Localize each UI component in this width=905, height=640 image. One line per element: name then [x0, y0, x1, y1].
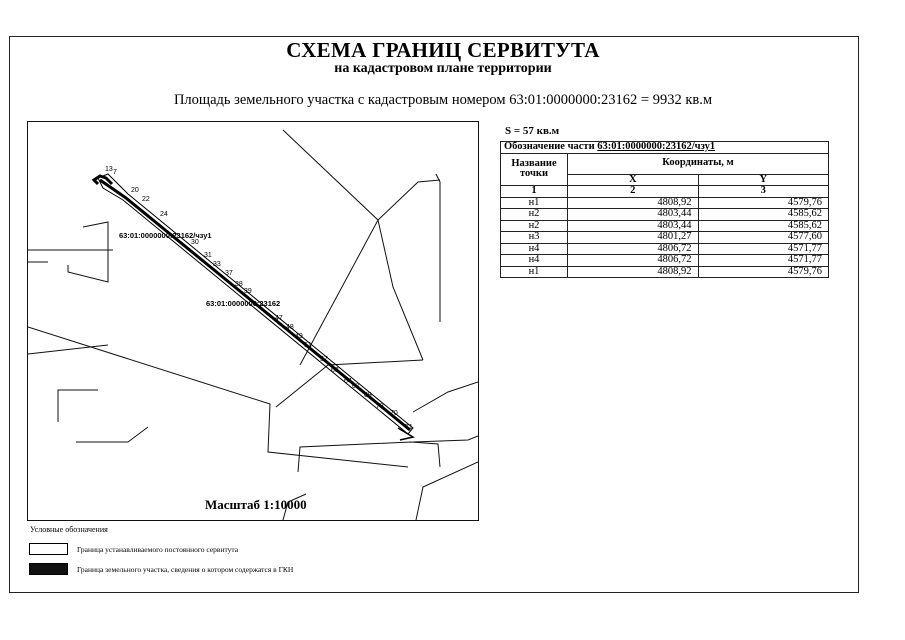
part-caption: Обозначение части 63:01:0000000:23162/чзу1 — [501, 142, 829, 154]
legend-title: Условные обозначения — [30, 525, 108, 534]
point-label: 49 — [295, 333, 303, 340]
point-label: 63 — [331, 367, 339, 374]
point-label: 37 — [225, 270, 233, 277]
parcel-label: 63:01:0000000:23162 — [206, 299, 281, 308]
point-label: 13 — [105, 166, 113, 173]
point-label: 31 — [204, 252, 212, 259]
point-label: 67 — [352, 383, 360, 390]
col-coordinates: Координаты, м — [568, 153, 829, 174]
point-label: 71 — [405, 424, 413, 431]
col-number: 2 — [568, 186, 699, 198]
col-point-name: Название точки — [501, 153, 568, 186]
cadastral-map — [27, 121, 479, 521]
point-label: 70 — [390, 410, 398, 417]
legend-parcel-swatch — [29, 563, 68, 575]
table-row: н1 4808,92 4579,76 — [501, 197, 829, 209]
col-y: Y — [698, 174, 829, 186]
col-number: 3 — [698, 186, 829, 198]
area-statement: Площадь земельного участка с кадастровым номером 63:01:0000000:23162 = 9932 кв.м — [173, 92, 713, 108]
point-label: 48 — [286, 324, 294, 331]
point-label: 22 — [142, 196, 150, 203]
point-label: 33 — [213, 261, 221, 268]
part-label: 63:01:0000000:23162/чзу1 — [119, 231, 212, 240]
table-row: н4 4806,72 4571,77 — [501, 255, 829, 267]
col-number: 1 — [501, 186, 568, 198]
point-label: 24 — [160, 211, 168, 218]
servitude-area: S = 57 кв.м — [505, 125, 560, 137]
table-row: н2 4803,44 4585,62 — [501, 209, 829, 221]
point-label: 78 — [376, 403, 384, 410]
point-label: 39 — [244, 288, 252, 295]
map-scale: Масштаб 1:10000 — [205, 497, 307, 512]
legend-parcel-text: Граница земельного участка, сведения о котором содержатся в ГКН — [77, 565, 294, 574]
point-label: 20 — [131, 187, 139, 194]
table-row: н2 4803,44 4585,62 — [501, 220, 829, 232]
table-row: н3 4801,27 4577,60 — [501, 232, 829, 244]
point-label: 47 — [275, 315, 283, 322]
coordinates-table — [500, 141, 829, 278]
point-label: 57 — [320, 356, 328, 363]
point-label: 69 — [364, 392, 372, 399]
legend-servitude-text: Граница устанавливаемого постоянного сервитута — [77, 545, 239, 554]
page-title: СХЕМА ГРАНИЦ СЕРВИТУТА — [286, 38, 600, 62]
legend-servitude-swatch — [29, 543, 68, 555]
point-label: 7 — [113, 169, 117, 176]
point-label: 38 — [235, 281, 243, 288]
parcel-boundaries — [28, 130, 478, 520]
table-row: н4 4806,72 4571,77 — [501, 243, 829, 255]
col-x: X — [568, 174, 699, 186]
page-subtitle: на кадастровом плане территории — [334, 61, 552, 76]
point-label: 51 — [304, 342, 312, 349]
map-drawing — [28, 122, 478, 520]
point-label: 30 — [191, 239, 199, 246]
point-label: 64 — [344, 378, 352, 385]
table-row: н1 4808,92 4579,76 — [501, 266, 829, 278]
